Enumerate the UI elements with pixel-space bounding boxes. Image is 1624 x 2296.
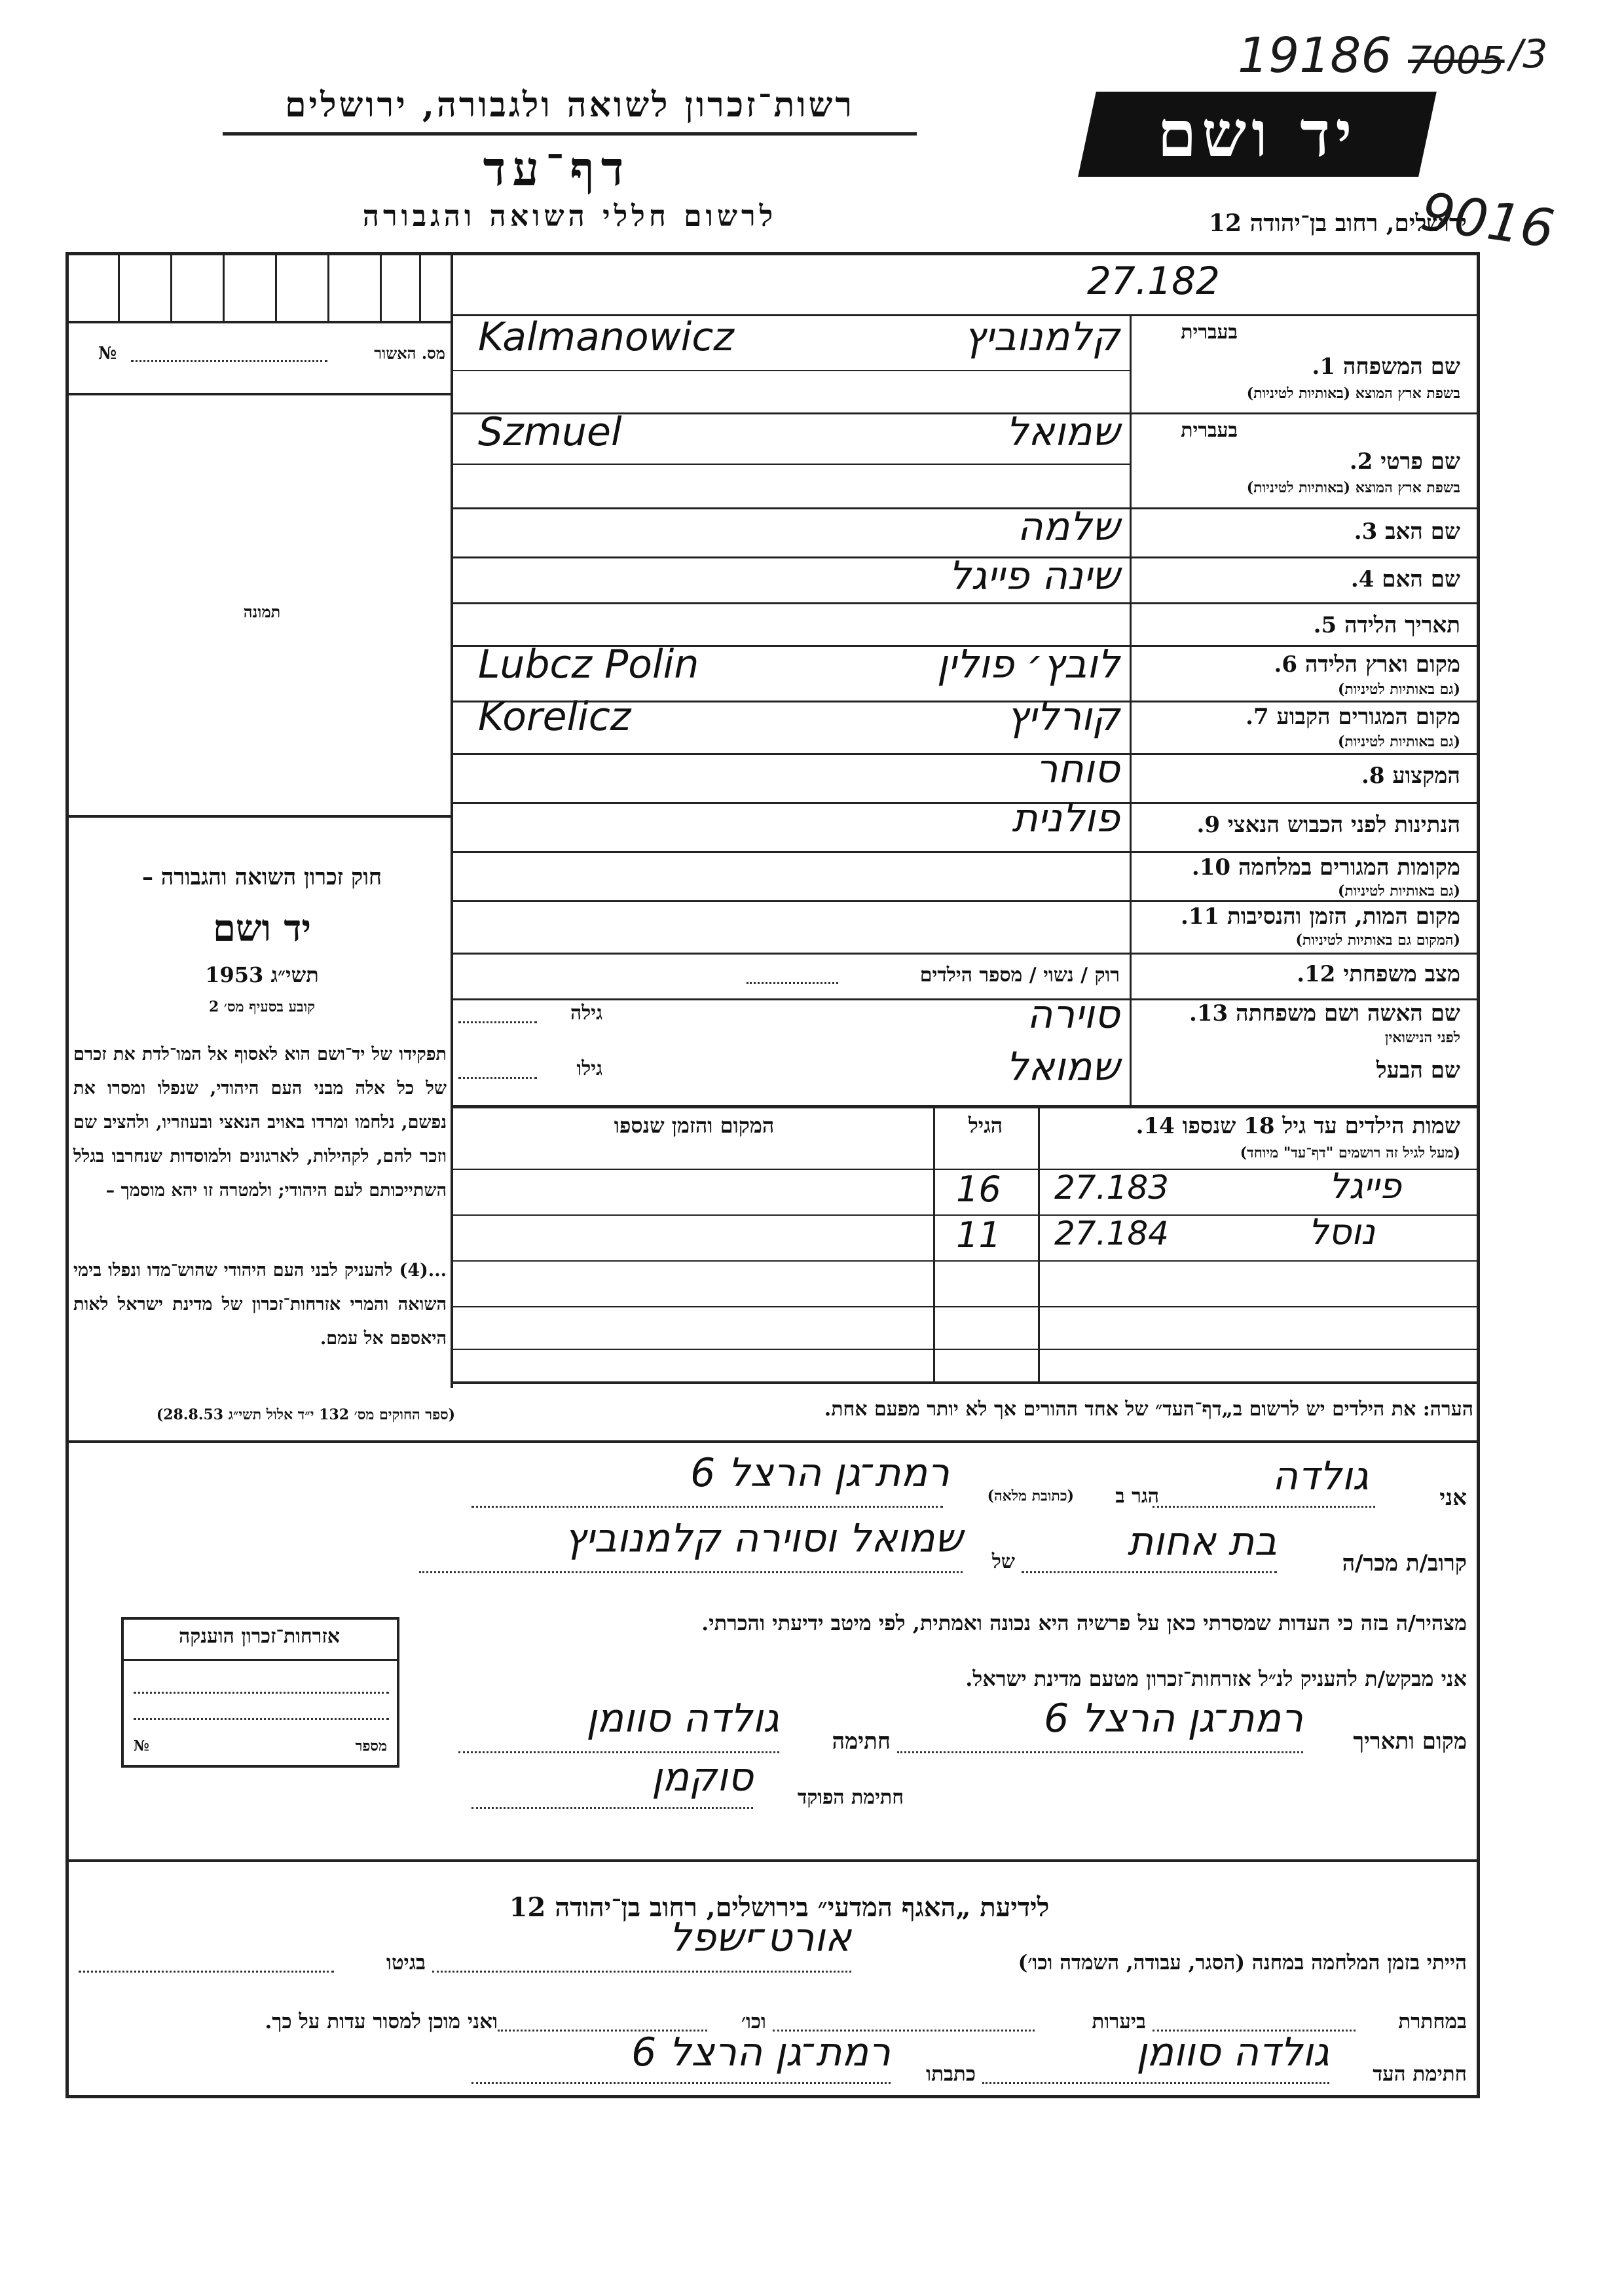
yad-vashem-logo: יד ושם <box>1078 92 1437 177</box>
children-title <box>1041 1113 1460 1139</box>
declarant-ani-label: אני <box>1439 1485 1467 1511</box>
declarant-lives-label: הגר ב <box>1115 1485 1159 1508</box>
f3-value: שלמה <box>1017 504 1120 550</box>
f6-hebrew-value: לובץ׳ פולין <box>936 642 1120 687</box>
f7-hebrew-value: קורליץ <box>1006 694 1120 740</box>
camp-label: הייתי בזמן המלחמה במחנה (הסגר, עבודה, השמדה וכו׳) <box>1018 1951 1467 1975</box>
f6-num: 6. <box>1274 651 1297 678</box>
f6-label <box>1139 651 1460 678</box>
law-text-1: תפקידו של יד־ושם הוא לאסוף אל המו־לדת את זכרם של כל אלה מבני העם היהודי, שנפלו ומסרו את נפשם, נלחמו ומרדו באויב הנאצי ובעוזריו, ולהציב שם וזכר להם, לקהילות, לארגונים ולמוסדות שנחרבו בגלל השתייכותם לעם היהודי; ולמטרה זו יהא מוסמך – <box>73 1044 447 1201</box>
f5-num: 5. <box>1313 612 1337 638</box>
relation-value: בת אחות <box>1127 1519 1277 1565</box>
law-name: יד ושם <box>212 907 312 950</box>
f1-num: 1. <box>1312 354 1336 380</box>
f8-label-text: המקצוע <box>1392 763 1460 789</box>
f7-sub: (גם באותיות לטיניות) <box>1337 733 1460 750</box>
f4-label-text: שם האם <box>1382 566 1460 592</box>
request-text: אני מבקש/ת להעניק לנ״ל אזרחות־זכרון מטעם מדינת ישראל. <box>965 1666 1467 1691</box>
witness-label: חתימת העד <box>1373 2062 1467 2086</box>
f9-num: 9. <box>1196 812 1221 838</box>
husband-age-label: גילו <box>576 1057 602 1080</box>
f1-hebrew-tag: בעברית <box>1181 321 1238 344</box>
f12-options: רוק / נשוי / מספר הילדים <box>919 964 1120 987</box>
f8-num: 8. <box>1361 763 1385 789</box>
f6-sub: (גם באותיות לטיניות) <box>1337 681 1460 698</box>
relation-of-value: שמואל וסוירה קלמנוביץ <box>564 1516 963 1561</box>
signature-label: חתימה <box>832 1728 891 1755</box>
f4-value: שינה פייגל <box>948 553 1120 599</box>
citizenship-box-number-sign: № <box>134 1738 149 1755</box>
f5-label-text: תאריך הלידה <box>1344 612 1460 638</box>
f2-latin-value: Szmuel <box>478 409 622 455</box>
declaration-text: מצהיר/ה בזה כי העדות שמסרתי כאן על פרשיה היא נכונה ואמתית, לפי מיטב ידיעתי והכרתי. <box>701 1611 1467 1635</box>
place-date-label: מקום ותאריך <box>1353 1728 1467 1755</box>
witness-address: רמת־גן הרצל 6 <box>631 2030 891 2075</box>
f5-label <box>1139 612 1460 638</box>
law-title: חוק זכרון השואה והגבורה – <box>141 864 382 890</box>
camp-value: אורט־ישפל <box>669 1915 851 1961</box>
child-1-name: פייגל <box>1329 1165 1401 1207</box>
form-title: דף־עד <box>483 141 631 196</box>
permit-number-sign: № <box>98 344 117 363</box>
children-place-header: המקום והזמן שנספו <box>614 1113 775 1138</box>
child-2-age: 11 <box>956 1214 1001 1256</box>
f3-label-text: שם האב <box>1385 519 1460 545</box>
citizenship-box <box>121 1617 399 1768</box>
f1-latin-value: Kalmanowicz <box>478 314 734 360</box>
children-num: 14. <box>1135 1113 1175 1139</box>
child-2-name: נוסל <box>1308 1211 1375 1252</box>
f2-hebrew-value: שמואל <box>1006 409 1120 455</box>
record-number: 27.182 <box>1087 259 1220 303</box>
f2-num: 2. <box>1349 448 1373 475</box>
f13-sub: לפני הנישואין <box>1384 1029 1460 1046</box>
witness-signature: גולדה סוומן <box>1136 2030 1329 2075</box>
archive-number: 19186 <box>1238 27 1392 84</box>
f10-num: 10. <box>1191 854 1231 881</box>
f13-label <box>1139 1000 1460 1027</box>
f1-sub: בשפת ארץ המוצא (באותיות לטיניות) <box>1246 385 1460 402</box>
f13-num: 13. <box>1189 1000 1228 1027</box>
f7-label <box>1139 704 1460 730</box>
f4-label <box>1139 566 1460 592</box>
f11-sub: (המקום גם באותיות לטיניות) <box>1295 932 1460 949</box>
law-source: (ספר החוקים מס׳ 132 י״ד אלול תשי״ג 28.8.53) <box>156 1406 455 1423</box>
f8-label <box>1139 763 1460 789</box>
f2-sub: בשפת ארץ המוצא (באותיות לטיניות) <box>1246 479 1460 496</box>
place-date-value: רמת־גן הרצל 6 <box>1044 1696 1303 1741</box>
declarant-name: גולדה <box>1272 1453 1369 1499</box>
ghetto-label: בגיטו <box>386 1951 426 1975</box>
f10-label-text: מקומות המגורים במלחמה <box>1238 854 1460 881</box>
husband-label: שם הבעל <box>1376 1057 1460 1084</box>
forest-label: ביערות <box>1092 2010 1146 2033</box>
f9-value: פולנית <box>1012 795 1120 841</box>
f11-label <box>1139 903 1460 930</box>
children-title-text: שמות הילדים עד גיל 18 שנספו <box>1182 1113 1460 1139</box>
f13-value: סוירה <box>1027 992 1120 1038</box>
child-1-record: 27.183 <box>1054 1169 1169 1207</box>
f8-value: סוחר <box>1035 746 1120 792</box>
f13-label-text: שם האשה ושם משפחתה <box>1236 1000 1460 1027</box>
f1-label <box>1139 354 1460 380</box>
f11-label-text: מקום המות, הזמן והנסיבות <box>1227 903 1460 930</box>
f4-num: 4. <box>1350 566 1375 592</box>
signature-value: גולדה סוומן <box>586 1696 779 1741</box>
child-1-age: 16 <box>956 1169 1001 1210</box>
children-age-header: הגיל <box>968 1113 1003 1138</box>
form-subtitle: לרשום חללי השואה והגבורה <box>362 200 777 233</box>
f12-label <box>1139 961 1460 987</box>
law-clause: קובע בסעיף מס׳ 2 <box>208 998 316 1015</box>
f11-num: 11. <box>1180 903 1220 930</box>
f2-hebrew-tag: בעברית <box>1181 419 1238 442</box>
citizenship-box-number-label: מספר <box>355 1738 387 1755</box>
law-text-2: ...(4) להעניק לבני העם היהודי שהוש־מדו ונפלו בימי השואה והמרי אזרחות־זכרון של מדינת ישראל לאות היאספם אל עמם. <box>73 1260 447 1349</box>
official-signature-value: סוקמן <box>652 1755 753 1800</box>
relation-of-label: של <box>991 1550 1015 1573</box>
f9-label <box>1139 812 1460 838</box>
f1-label-text: שם המשפחה <box>1342 354 1460 380</box>
child-2-record: 27.184 <box>1054 1214 1169 1252</box>
f13-age-label: גילה <box>570 1002 602 1025</box>
f10-sub: (גם באותיות לטיניות) <box>1337 883 1460 900</box>
f3-num: 3. <box>1354 519 1378 545</box>
office-address: ירושלים, רחוב בן־יהודה 12 <box>1208 210 1467 237</box>
ready-label: ואני מוכן למסור עדות על כך. <box>265 2010 498 2033</box>
f3-label <box>1139 519 1460 545</box>
archive-number-suffix: /3 <box>1509 31 1548 77</box>
husband-value: שמואל <box>1006 1044 1120 1090</box>
archive-number-struck: 7005 <box>1408 38 1505 82</box>
f1-hebrew-value: קלמנוביץ <box>963 314 1120 360</box>
f12-num: 12. <box>1297 961 1336 987</box>
photo-label: תמונה <box>243 602 281 621</box>
f7-latin-value: Korelicz <box>478 694 631 740</box>
witness-address-label: כתבתו <box>926 2062 976 2086</box>
f6-latin-value: Lubcz Polin <box>478 642 699 687</box>
f2-label <box>1139 448 1460 475</box>
relation-label: קרוב/ת מכר/ה <box>1342 1550 1467 1576</box>
f9-label-text: הנתינות לפני הכבוש הנאצי <box>1227 812 1460 838</box>
declarant-address: רמת־גן הרצל 6 <box>690 1450 950 1496</box>
etc-label: וכו׳ <box>741 2010 766 2033</box>
permit-label: מס. האשור <box>374 344 445 363</box>
f2-label-text: שם פרטי <box>1380 448 1460 475</box>
citizenship-box-title: אזרחות־זכרון הוענקה <box>178 1625 341 1648</box>
f7-num: 7. <box>1246 704 1269 730</box>
children-note: הערה: את הילדים יש לרשום ב„דף־העד״ של אחד ההורים אך לא יותר מפעם אחת. <box>824 1398 1473 1421</box>
children-sub: (מעל לגיל זה רושמים "דף־עד" מיוחד) <box>1240 1144 1460 1161</box>
official-signature-label: חתימת הפוקד <box>797 1786 904 1809</box>
f10-label <box>1139 854 1460 881</box>
corner-number: 9016 <box>1417 181 1559 260</box>
law-year: תשי״ג 1953 <box>205 962 319 987</box>
footer-title: לידיעת „האגף המדעי״ בירושלים, רחוב בן־יהודה 12 <box>509 1892 1050 1923</box>
f6-label-text: מקום וארץ הלידה <box>1304 651 1460 678</box>
f7-label-text: מקום המגורים הקבוע <box>1276 704 1460 730</box>
f12-label-text: מצב משפחתי <box>1343 961 1460 987</box>
authority-name: רשות־זכרון לשואה ולגבורה, ירושלים <box>285 85 855 125</box>
underground-label: במחתרת <box>1398 2010 1467 2033</box>
declarant-address-hint: (כתובת מלאה) <box>987 1487 1074 1504</box>
